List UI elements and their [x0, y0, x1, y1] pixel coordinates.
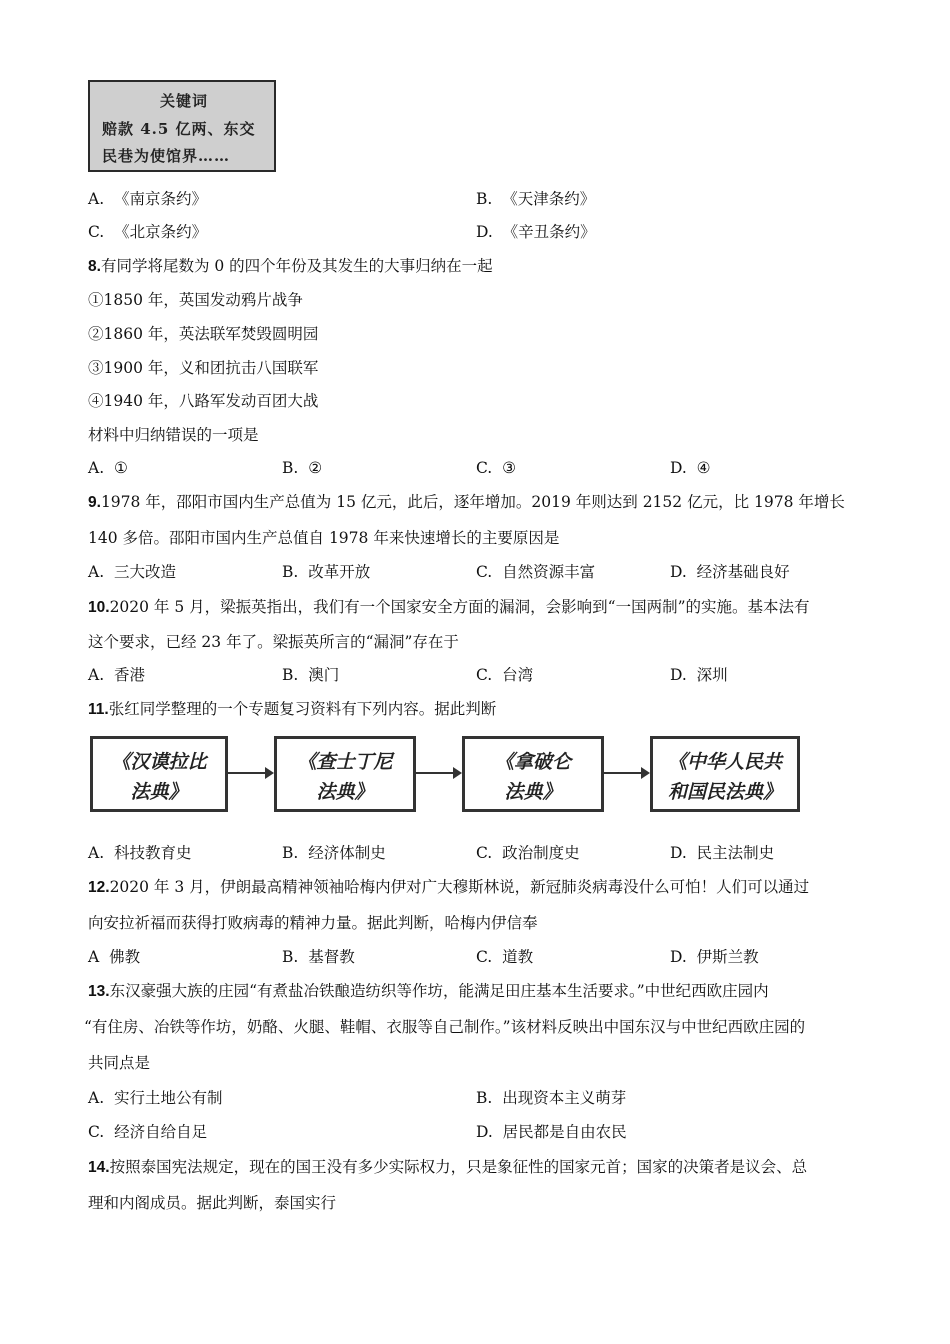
- q10-option-c: C. 台湾: [476, 666, 534, 684]
- q13-stem-line-3: 共同点是: [88, 1054, 151, 1072]
- q12-option-d: D. 伊斯兰教: [670, 948, 759, 966]
- flow-box-1-line-1: 《汉谟拉比: [111, 751, 207, 773]
- flow-box-3: [462, 736, 604, 812]
- q11-option-a: A. 科技教育史: [88, 844, 192, 862]
- q8-option-a: A. ①: [88, 459, 128, 477]
- q13-option-a: A. 实行土地公有制: [88, 1089, 223, 1107]
- flow-box-4-line-2: 和国民法典》: [667, 781, 782, 803]
- q8-item-1: ①1850 年，英国发动鸦片战争: [88, 291, 303, 309]
- flow-arrow-3: [604, 772, 648, 774]
- flow-box-2-line-1: 《查士丁尼: [297, 751, 393, 773]
- flow-box-1-line-2: 法典》: [130, 781, 188, 803]
- q12-option-a: A 佛教: [88, 948, 141, 966]
- law-flow-diagram: [86, 726, 866, 826]
- flow-box-2-line-2: 法典》: [316, 781, 374, 803]
- q12-option-c: C. 道教: [476, 948, 534, 966]
- q13-stem-line-1: 13.东汉豪强大族的庄园“有煮盐冶铁酿造纺织等作坊，能满足田庄基本生活要求。”中世纪西欧庄园内: [88, 982, 769, 1000]
- flow-box-2: [274, 736, 416, 812]
- q8-item-2: ②1860 年，英法联军焚毁圆明园: [88, 325, 319, 343]
- flow-box-3-line-1: 《拿破仑: [494, 751, 571, 773]
- keyword-title: 关键词: [160, 92, 209, 110]
- q13-option-d: D. 居民都是自由农民: [476, 1123, 627, 1141]
- q10-option-a: A. 香港: [88, 666, 145, 684]
- q7-option-c: C. 《北京条约》: [88, 223, 208, 241]
- q9-option-d: D. 经济基础良好: [670, 563, 790, 581]
- q10-stem-line-1: 10.2020 年 5 月，梁振英指出，我们有一个国家安全方面的漏洞，会影响到“一国两制”的实施。基本法有: [88, 598, 810, 616]
- q11-option-b: B. 经济体制史: [282, 844, 386, 862]
- q12-stem-line-1: 12.2020 年 3 月，伊朗最高精神领袖哈梅内伊对广大穆斯林说，新冠肺炎病毒没什么可怕！人们可以通过: [88, 878, 810, 896]
- keyword-box: [88, 80, 276, 172]
- q9-stem-line-1: 9.1978 年，邵阳市国内生产总值为 15 亿元，此后，逐年增加。2019 年则达到 2152 亿元，比 1978 年增长: [88, 493, 845, 511]
- q11-option-d: D. 民主法制史: [670, 844, 775, 862]
- flow-box-3-line-2: 法典》: [504, 781, 562, 803]
- flow-box-4: [650, 736, 800, 812]
- q8-option-b: B. ②: [282, 459, 323, 477]
- q10-option-b: B. 澳门: [282, 666, 340, 684]
- q14-stem-line-1: 14.按照泰国宪法规定，现在的国王没有多少实际权力，只是象征性的国家元首；国家的决策者是议会、总: [88, 1158, 808, 1176]
- q13-option-c: C. 经济自给自足: [88, 1123, 208, 1141]
- flow-box-4-line-1: 《中华人民共: [667, 751, 782, 773]
- q13-stem-line-2: “有住房、冶铁等作坊，奶酪、火腿、鞋帽、衣服等自己制作。”该材料反映出中国东汉与中世纪西欧庄园的: [84, 1018, 806, 1036]
- q13-option-b: B. 出现资本主义萌芽: [476, 1089, 627, 1107]
- q9-option-b: B. 改革开放: [282, 563, 371, 581]
- keyword-line-2: 民巷为使馆界……: [102, 147, 231, 165]
- q7-option-d: D. 《辛丑条约》: [476, 223, 596, 241]
- q14-stem-line-2: 理和内阁成员。据此判断，泰国实行: [88, 1194, 337, 1212]
- q7-option-a: A. 《南京条约》: [88, 190, 207, 208]
- flow-box-1: [90, 736, 228, 812]
- q8-item-3: ③1900 年，义和团抗击八国联军: [88, 359, 319, 377]
- q10-option-d: D. 深圳: [670, 666, 728, 684]
- flow-arrow-1: [228, 772, 272, 774]
- q8-option-c: C. ③: [476, 459, 516, 477]
- q9-option-c: C. 自然资源丰富: [476, 563, 596, 581]
- q9-option-a: A. 三大改造: [88, 563, 176, 581]
- keyword-line-1: 赔款 4.5 亿两、东交: [102, 120, 256, 138]
- q8-item-4: ④1940 年，八路军发动百团大战: [88, 392, 319, 410]
- flow-arrow-2: [416, 772, 460, 774]
- q8-stem: 8.有同学将尾数为 0 的四个年份及其发生的大事归纳在一起: [88, 257, 493, 275]
- q11-option-c: C. 政治制度史: [476, 844, 580, 862]
- q9-stem-line-2: 140 多倍。邵阳市国内生产总值自 1978 年来快速增长的主要原因是: [88, 529, 560, 547]
- q7-option-b: B. 《天津条约》: [476, 190, 596, 208]
- q12-option-b: B. 基督教: [282, 948, 355, 966]
- q8-question: 材料中归纳错误的一项是: [88, 426, 259, 444]
- q10-stem-line-2: 这个要求，已经 23 年了。梁振英所言的“漏洞”存在于: [88, 633, 459, 651]
- q12-stem-line-2: 向安拉祈福而获得打败病毒的精神力量。据此判断，哈梅内伊信奉: [88, 914, 538, 932]
- q11-stem: 11.张红同学整理的一个专题复习资料有下列内容。据此判断: [88, 700, 497, 718]
- q8-option-d: D. ④: [670, 459, 711, 477]
